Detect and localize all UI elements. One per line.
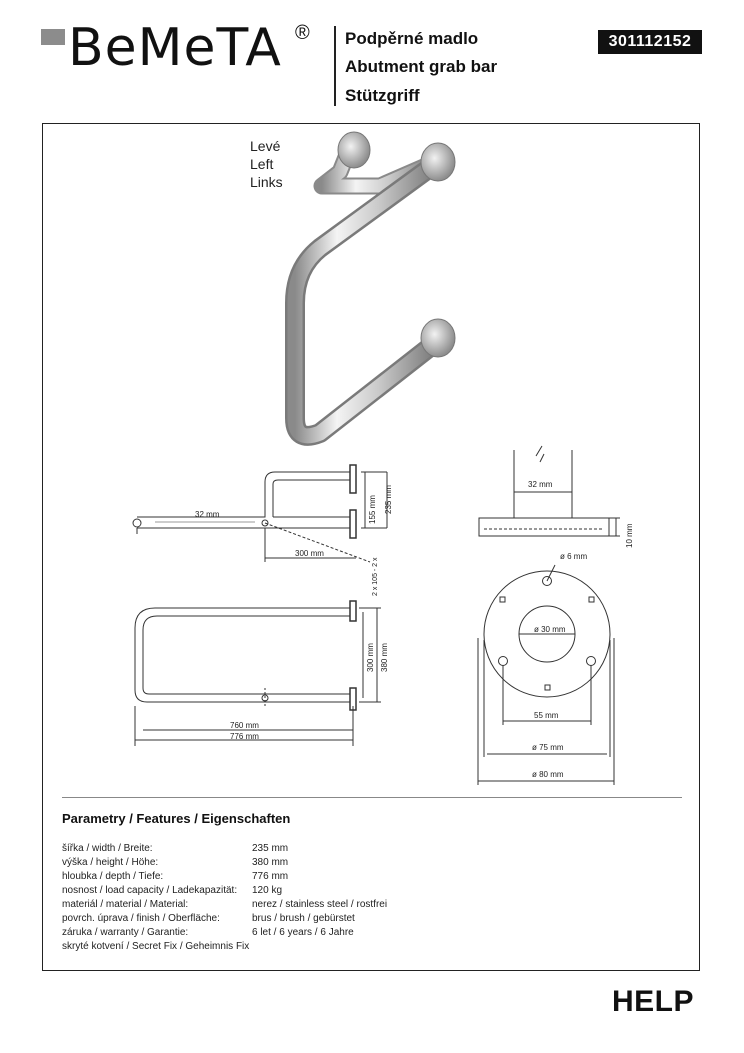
series-label: HELP bbox=[612, 985, 695, 1018]
spec-label: hloubka / depth / Tiefe: bbox=[62, 871, 164, 882]
dim-center-hole: ø 30 mm bbox=[534, 625, 566, 634]
spec-label: záruka / warranty / Garantie: bbox=[62, 927, 189, 938]
dim-flange-thickness: 10 mm bbox=[625, 523, 634, 548]
variant-label-de: Links bbox=[250, 174, 283, 190]
features-divider bbox=[62, 797, 682, 798]
dim-bolt-circle: ø 75 mm bbox=[532, 743, 564, 752]
dim-inner-height: 300 mm bbox=[366, 643, 375, 672]
dim-outer-height: 380 mm bbox=[380, 643, 389, 672]
spec-value: 380 mm bbox=[252, 857, 289, 868]
dim-secret-fix: 2 x 105 - 2 x bbox=[372, 557, 379, 596]
spec-label: nosnost / load capacity / Ladekapazität: bbox=[62, 885, 238, 896]
dim-screw-hole: ø 6 mm bbox=[560, 552, 588, 561]
spec-value: nerez / stainless steel / rostfrei bbox=[252, 899, 388, 910]
spec-value: 120 kg bbox=[252, 885, 283, 896]
variant-label-cz: Levé bbox=[250, 138, 281, 154]
product-title-en: Abutment grab bar bbox=[345, 57, 498, 76]
spec-value: 6 let / 6 years / 6 Jahre bbox=[252, 927, 354, 938]
spec-value: 776 mm bbox=[252, 871, 289, 882]
spec-label: povrch. úprava / finish / Oberfläche: bbox=[62, 913, 220, 924]
side-view-drawing bbox=[125, 462, 395, 602]
dim-inner-length: 760 mm bbox=[230, 721, 259, 730]
registered-mark: ® bbox=[295, 22, 310, 44]
features-title: Parametry / Features / Eigenschaften bbox=[62, 811, 291, 826]
dim-outer-length: 776 mm bbox=[230, 732, 259, 741]
brand-logo: BeMeTA bbox=[68, 18, 282, 78]
dim-flange-width: 32 mm bbox=[528, 480, 553, 489]
product-code-badge: 301112152 bbox=[598, 30, 702, 54]
flange-side-drawing bbox=[470, 436, 640, 556]
spec-label: šířka / width / Breite: bbox=[62, 843, 153, 854]
product-photo bbox=[270, 128, 470, 458]
dim-offset: 300 mm bbox=[295, 549, 324, 558]
brand-mark bbox=[41, 29, 65, 45]
dim-hole-spacing: 55 mm bbox=[534, 711, 559, 720]
top-view-drawing bbox=[125, 598, 395, 750]
spec-value: brus / brush / gebürstet bbox=[252, 913, 355, 924]
flange-front-drawing bbox=[470, 545, 640, 785]
spec-value: 235 mm bbox=[252, 843, 289, 854]
dim-height-total: 235 mm bbox=[384, 485, 393, 514]
product-title-cz: Podpěrné madlo bbox=[345, 29, 479, 48]
spec-label: materiál / material / Material: bbox=[62, 899, 189, 910]
dim-height-short: 155 mm bbox=[368, 495, 377, 524]
header-divider bbox=[334, 26, 336, 106]
spec-label: skryté kotvení / Secret Fix / Geheimnis Fix bbox=[62, 941, 250, 952]
spec-label: výška / height / Höhe: bbox=[62, 857, 159, 868]
dim-bar-diameter: 32 mm bbox=[195, 510, 220, 519]
product-title-de: Stützgriff bbox=[345, 86, 420, 105]
dim-outer-diameter: ø 80 mm bbox=[532, 770, 564, 779]
variant-label-en: Left bbox=[250, 156, 274, 172]
